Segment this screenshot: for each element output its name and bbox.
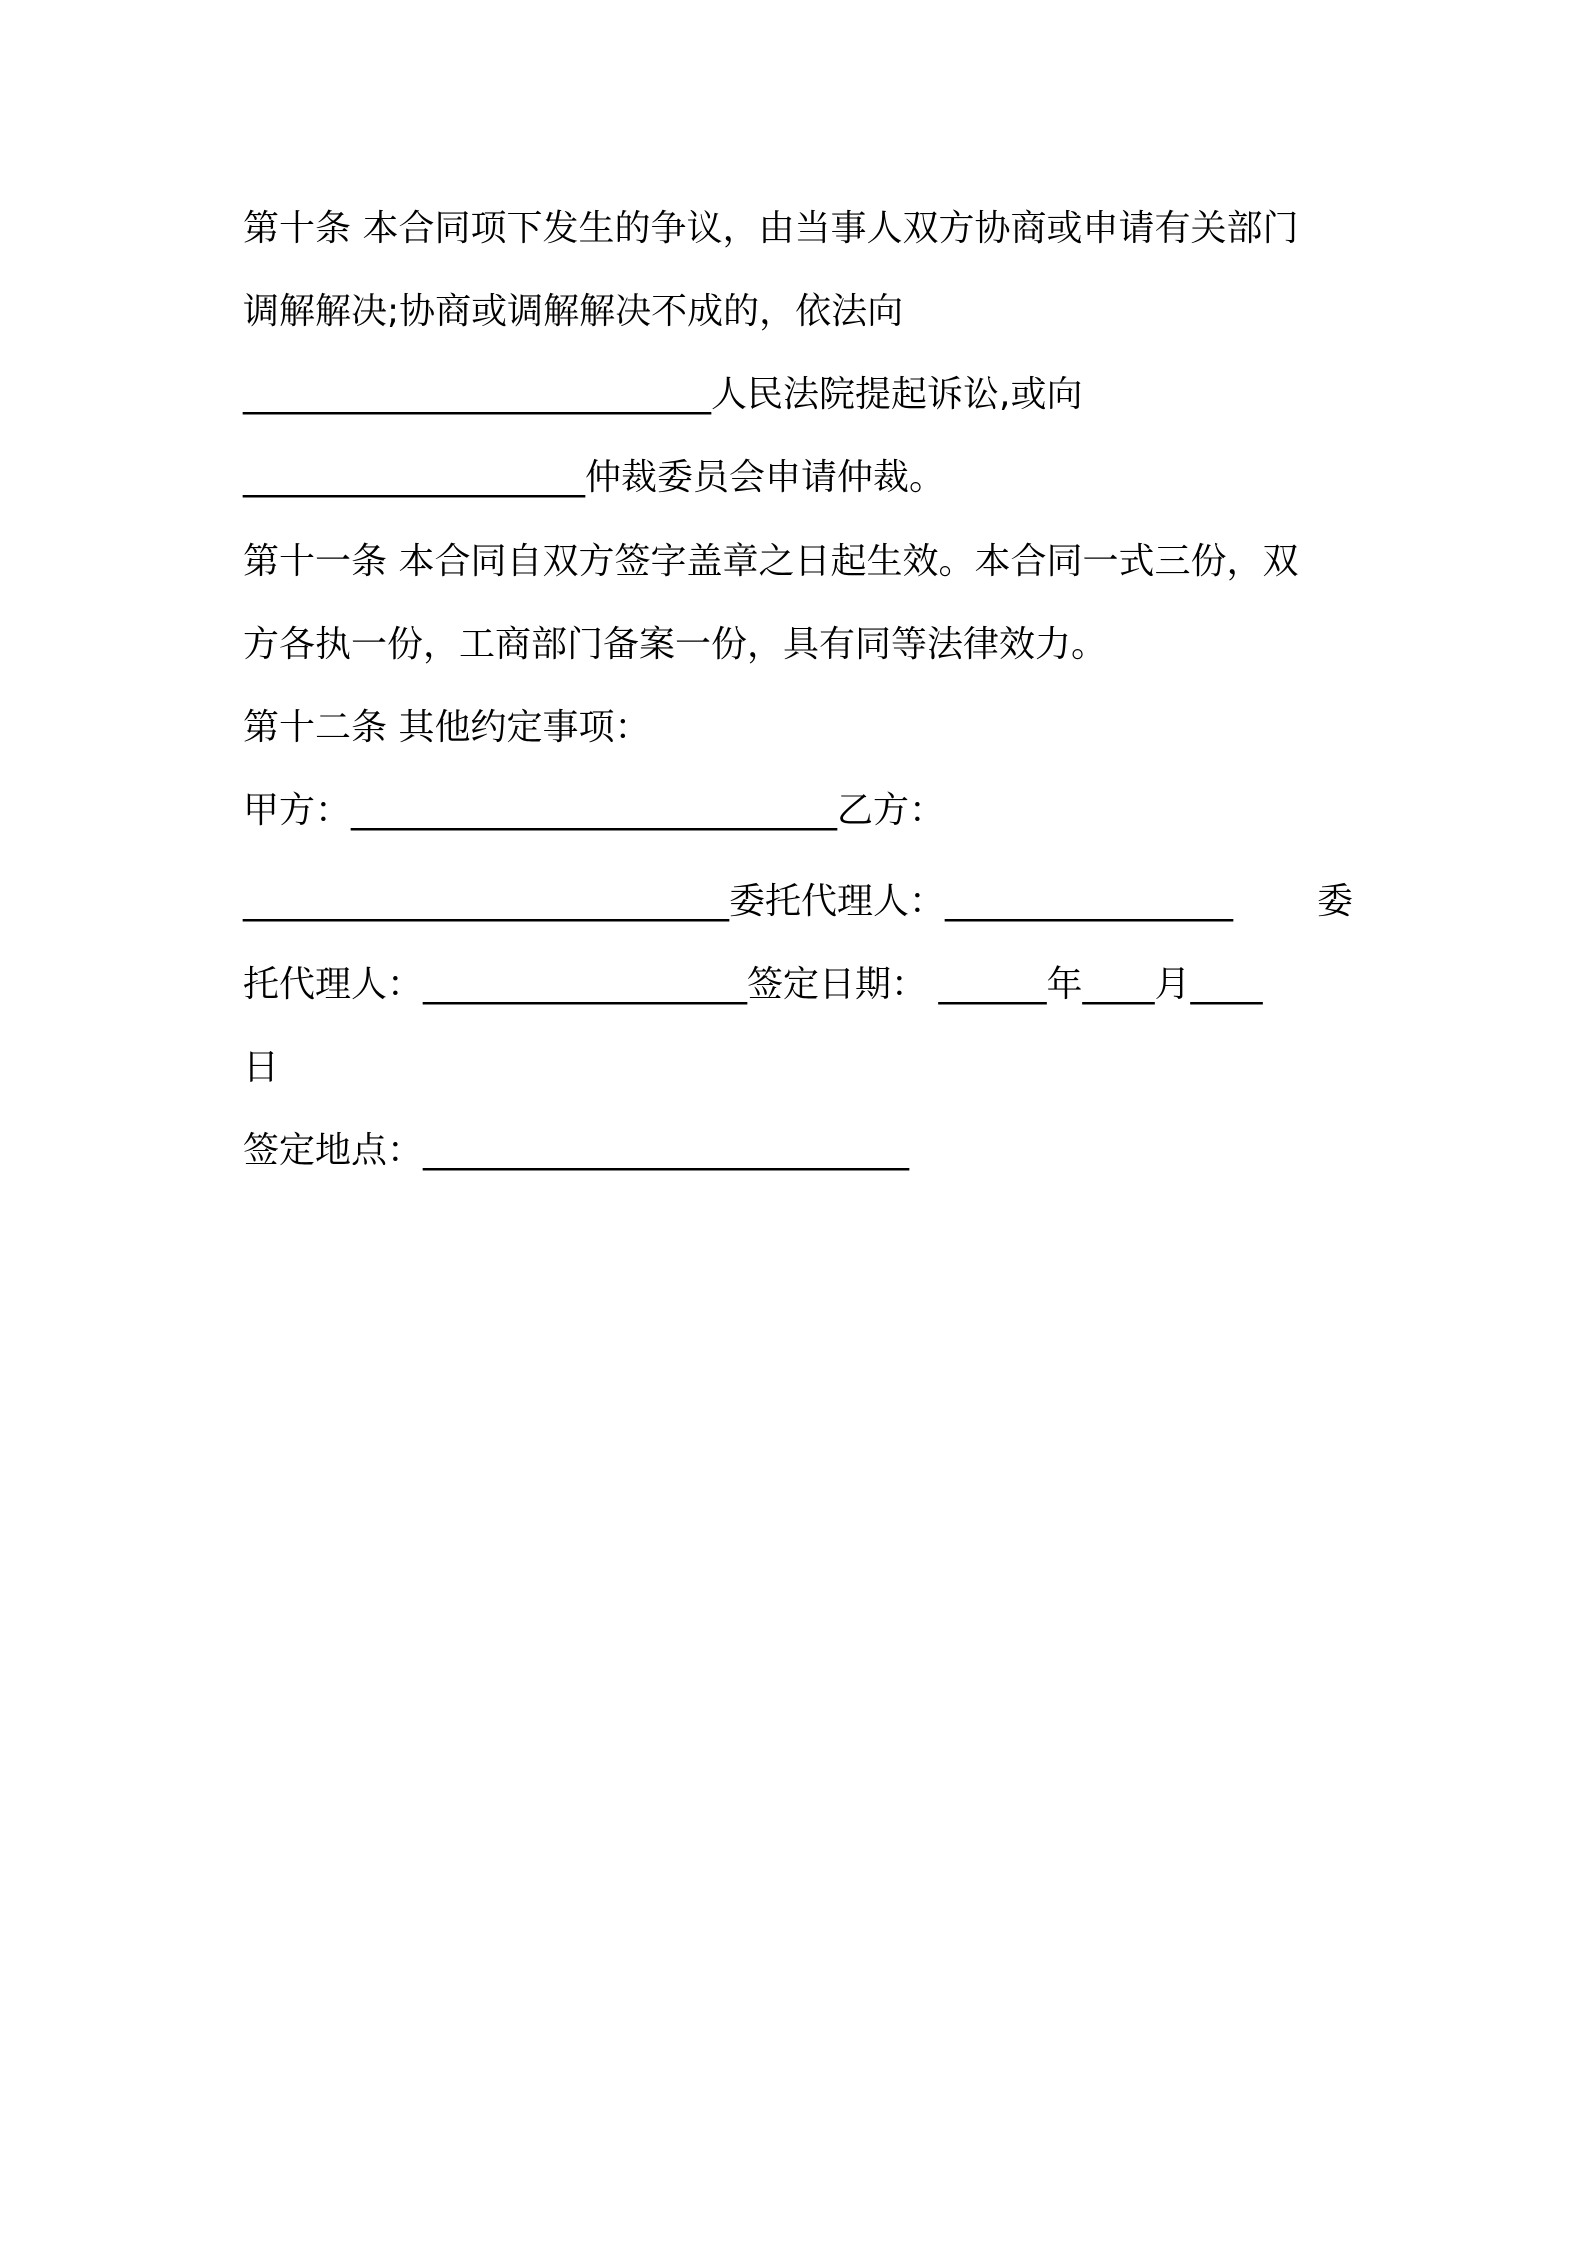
agent-line-left: ___________________________委托代理人：________________: [243, 881, 1234, 922]
article-11-line-2: 方各执一份，工商部门备案一份，具有同等法律效力。: [243, 624, 1108, 665]
article-12-line: 第十二条 其他约定事项：: [243, 707, 651, 748]
article-11-line-1: 第十一条 本合同自双方签字盖章之日起生效。本合同一式三份，双: [243, 541, 1299, 582]
agent-date-line: 托代理人：__________________签定日期： ______年____月____: [243, 964, 1263, 1005]
agent-line-right: 委: [1316, 881, 1353, 922]
signing-place-line: 签定地点：___________________________: [243, 1130, 910, 1171]
party-a-b-line: 甲方：___________________________乙方：: [243, 790, 946, 831]
agent-line: [243, 872, 1353, 932]
article-10-court-line: __________________________人民法院提起诉讼,或向: [243, 374, 1083, 415]
article-10-line-1: 第十条 本合同项下发生的争议，由当事人双方协商或申请有关部门: [243, 208, 1299, 249]
article-10-line-2: 调解解决;协商或调解解决不成的，依法向: [243, 291, 904, 332]
article-10-arbitration-line: ___________________仲裁委员会申请仲裁。: [243, 457, 946, 498]
date-day-line: 日: [243, 1047, 280, 1088]
